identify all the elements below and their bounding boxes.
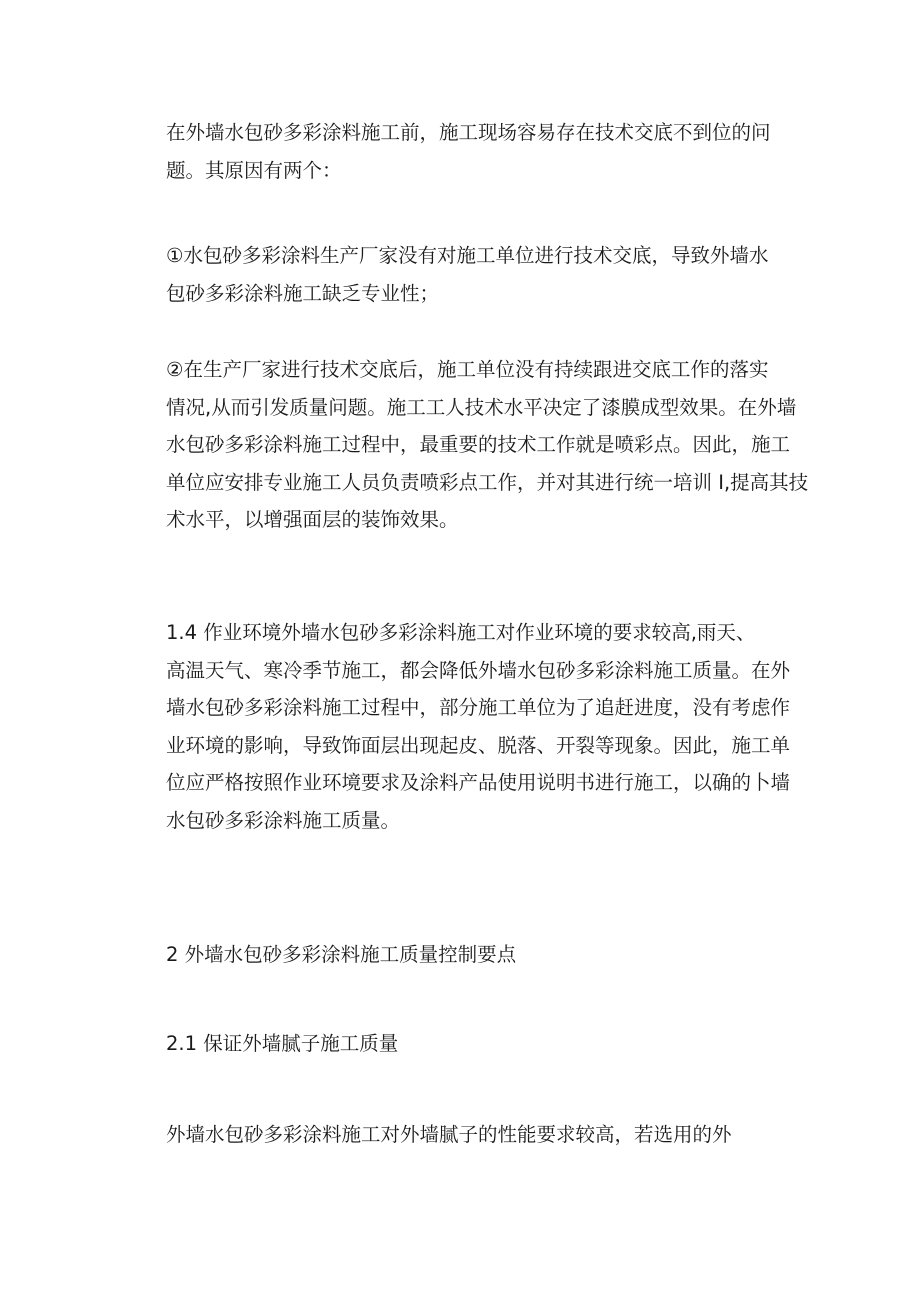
text-line: 在外墙水包砂多彩涂料施工前，施工现场容易存在技术交底不到位的问 [166, 121, 771, 144]
text-line: 墙水包砂多彩涂料施工过程中，部分施工单位为了追赶进度，没有考虑作 [166, 696, 791, 719]
text-line: 题。其原因有两个： [166, 158, 342, 182]
text-line: 情况,从而引发质量问题。施工工人技术水平决定了漆膜成型效果。在外墙 [166, 395, 797, 419]
text-line: 水包砂多彩涂料施工质量。 [166, 808, 401, 832]
text-line: ②在生产厂家进行技术交底后，施工单位没有持续跟进交底工作的落实 [166, 358, 769, 381]
paragraph-section-1-4 [166, 614, 790, 839]
section-heading-2 [166, 936, 790, 974]
text-line: 业环境的影响，导致饰面层出现起皮、脱落、开裂等现象。因此，施工单 [166, 733, 791, 757]
text-line: 1.4 作业环境外墙水包砂多彩涂料施工对作业环境的要求较高,雨天、 [166, 621, 756, 644]
text-line: 单位应安排专业施工人员负责喷彩点工作，并对其进行统一培训 I,提高其技 [166, 470, 809, 494]
heading-text: 2.1 保证外墙腻子施工质量 [166, 1032, 399, 1055]
paragraph-reason-2 [166, 351, 809, 539]
text-line: 包砂多彩涂料施工缺乏专业性； [166, 281, 440, 305]
section-heading-2-1 [166, 1025, 790, 1063]
text-line: 外墙水包砂多彩涂料施工对外墙腻子的性能要求较高，若选用的外 [166, 1123, 732, 1146]
paragraph-section-2-1 [166, 1116, 790, 1154]
text-line: 高温天气、寒冷季节施工，都会降低外墙水包砂多彩涂料施工质量。在外 [166, 658, 791, 682]
paragraph-reason-1 [166, 237, 790, 312]
text-line: 术水平，以增强面层的装饰效果。 [166, 508, 459, 531]
text-line: 位应严格按照作业环境要求及涂料产品使用说明书进行施工，以确的卜墙 [166, 771, 791, 794]
text-line: ①水包砂多彩涂料生产厂家没有对施工单位进行技术交底，导致外墙水 [166, 244, 769, 267]
paragraph-intro [166, 114, 790, 189]
text-line: 水包砂多彩涂料施工过程中，最重要的技术工作就是喷彩点。因此，施工 [166, 433, 791, 456]
heading-text: 2 外墙水包砂多彩涂料施工质量控制要点 [166, 943, 517, 966]
